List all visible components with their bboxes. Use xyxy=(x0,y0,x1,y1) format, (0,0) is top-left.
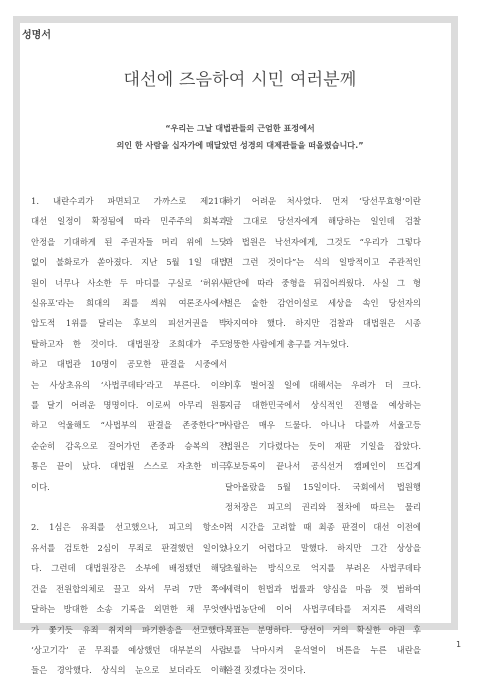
paragraph-gap xyxy=(31,497,227,517)
text-line: 실유포’라는 희대의 죄를 씌워 여론조사에서 xyxy=(31,298,227,309)
text-line: 적 시간을 고려할 때 최종 판결이 대선 이전에 xyxy=(225,522,421,533)
text-line: 압도적 1위를 달리는 후보의 피선거권을 박 xyxy=(31,318,227,329)
text-line: 를 달기 어려운 명명이다. 이로써 아무리 원통 xyxy=(31,400,227,411)
left-column xyxy=(31,191,227,681)
text-line: 들은 경악했다. 상식의 눈으로 보더라도 이해 xyxy=(31,665,227,676)
paragraph-gap xyxy=(225,354,421,374)
text-line: 후보등록이 끝나서 공식선거 캠페인이 뜨겁게 xyxy=(225,461,421,472)
text-line: 보를 낙마시켜 윤석열이 버튼을 누른 내란을 xyxy=(225,644,421,655)
text-line: 대선 일정이 확정됨에 따라 민주주의 회복과 xyxy=(31,216,227,227)
text-line: 벌은 숱한 감언이설로 세상을 속인 당선자의 xyxy=(225,298,421,309)
text-line: 이다. xyxy=(31,481,50,492)
text-line: 엉뚱한 사람에게 총구를 겨누었다. xyxy=(225,338,349,349)
text-line: ‘상고기각’ 곧 무죄를 예상했던 대부분의 사람 xyxy=(31,644,227,655)
paragraph-1 xyxy=(31,191,227,497)
text-line: 이후 벌어질 일에 대해서는 우려가 더 크다. xyxy=(225,379,421,390)
text-line: 1. 내란수괴가 파면되고 가까스로 제21대 xyxy=(31,196,227,206)
text-line: 목표는 분명하다. 당선이 거의 확실한 야권 후 xyxy=(225,624,421,635)
document-type-label: 성명서 xyxy=(22,30,51,41)
text-line: 가 쫓기듯 유죄 취지의 파기환송을 선고했다. xyxy=(31,624,227,635)
epigraph-quote xyxy=(0,120,480,154)
quote-line: “우리는 그날 대법관들의 근엄한 표정에서 xyxy=(165,123,315,133)
text-line: 없이 불화로가 쏟아졌다. 지난 5월 1일 대법 xyxy=(31,257,227,268)
text-line: 지금 대한민국에서 상식적인 진행을 예상하는 xyxy=(225,400,421,411)
text-line: 달하는 방대한 소송 기록을 외면한 채 무엇엔 xyxy=(31,604,227,615)
text-line: 세력이 헌법과 법률과 양심을 마음 껏 범하여 xyxy=(225,583,421,594)
text-line: 하기 어려운 처사였다. 먼저 ‘당선무효형’이란 xyxy=(225,196,421,206)
text-line: 유서를 검토한 2심이 무죄로 판결했던 일이었 xyxy=(31,542,227,553)
text-line: 달아올랐을 5월 15일이다. 국회에서 법원행 xyxy=(225,481,421,492)
paragraph-3 xyxy=(225,375,421,681)
text-line: 판단에 따라 중형을 뒤집어씌웠다. 사실 그 형 xyxy=(225,277,421,288)
text-line: 면 그런 것이다”는 식의 일방적이고 주관적인 xyxy=(225,257,421,268)
paragraph-1-continued xyxy=(225,191,421,354)
text-line: 하고 대법관 10명이 공모한 판결을 시중에서 xyxy=(31,359,227,370)
text-line: 다. 그런데 대법원장은 소부에 배정됐던 해당 xyxy=(31,563,227,574)
text-line: 순순히 감옥으로 걸어가던 존중과 승복의 전 xyxy=(31,440,227,451)
text-line: 말 그대로 당선자에게 해당하는 일인데 검찰 xyxy=(225,216,421,227)
text-line: 하고 억울해도 “사법부의 판결을 존중한다”며 xyxy=(31,420,227,431)
text-line: 는 사상초유의 ‘사법쿠데타’라고 부른다. 이의 xyxy=(31,379,227,390)
text-line: 법원은 기다렸다는 듯이 재판 기일을 잡았다. xyxy=(225,440,421,451)
page-number: 1 xyxy=(456,640,462,649)
text-line: 통은 끝이 났다. 대법원 스스로 자초한 비극 xyxy=(31,461,227,472)
text-line: 과 법원은 낙선자에게, 그것도 “우리가 그렇다 xyxy=(225,236,421,247)
text-line: 완결 짓겠다는 것이다. xyxy=(225,665,306,676)
text-line: 2. 1심은 유죄를 선고했으나, 피고의 항소이 xyxy=(31,522,227,533)
text-line: 원이 너무나 사소한 두 마디를 구실로 ‘허위사 xyxy=(31,277,227,288)
text-line: 건을 전원합의체로 끌고 와서 무려 7만 쪽에 xyxy=(31,583,227,594)
quote-line: 의인 한 사람을 십자가에 매달았던 성경의 대제관들을 떠올렸습니다.” xyxy=(116,140,364,150)
text-line: 초월하는 방식으로 억지를 부려온 사법쿠데타 xyxy=(225,563,421,574)
right-column xyxy=(225,191,421,681)
text-line: 나오기 어렵다고 말했다. 하지만 그간 상상을 xyxy=(225,542,421,553)
text-line: 정처장은 피고의 권리와 절차에 따르는 물리 xyxy=(225,502,421,513)
text-line: 차지여야 했다. 하지만 검찰과 대법원은 시종 xyxy=(225,318,421,329)
text-line: 사법농단에 이어 사법쿠데타를 저지른 세력의 xyxy=(225,604,421,615)
document-title: 대선에 즈음하여 시민 여러분께 xyxy=(123,70,357,90)
text-line: 안정을 기대하게 된 주권자들 머리 위에 느닷 xyxy=(31,236,227,247)
text-line: 사람은 매우 드물다. 아니나 다를까 서울고등 xyxy=(225,420,421,431)
paragraph-2 xyxy=(31,517,227,680)
text-line: 탈하고자 한 것이다. 대법원장 조희대가 주도 xyxy=(31,338,227,349)
